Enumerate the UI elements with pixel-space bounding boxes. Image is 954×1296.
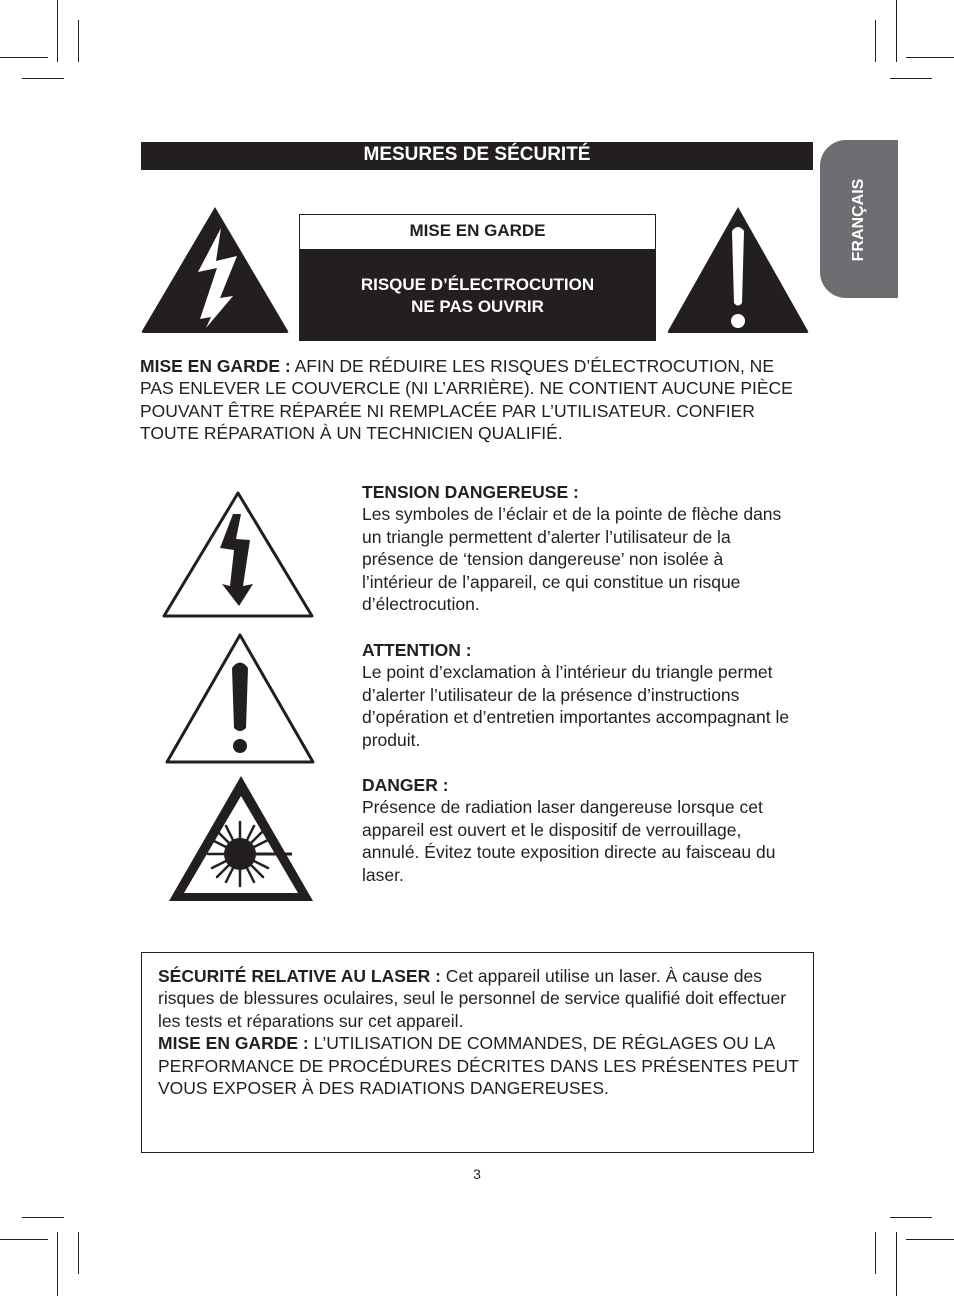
exclamation-warning-icon: [666, 205, 810, 335]
symbol-heading-danger: DANGER :: [362, 775, 449, 795]
symbol-description-voltage: [362, 481, 792, 615]
symbol-text-danger: Présence de radiation laser dangereuse lorsque cet appareil est ouvert et le dispositif de verrouillage, annulé. Évitez toute exposition directe au faisceau du laser.: [362, 797, 776, 885]
laser-safety-label: SÉCURITÉ RELATIVE AU LASER :: [158, 966, 441, 986]
laser-warning-icon: [168, 774, 314, 902]
symbol-text-attention: Le point d’exclamation à l’intérieur du triangle permet d’alerter l’utilisateur de la présence d’instructions d’opération et d’entretien importantes accompagnant le produit.: [362, 662, 790, 750]
symbol-heading-attention: ATTENTION :: [362, 640, 472, 660]
page-number: 3: [473, 1166, 481, 1182]
laser-safety-paragraph: [158, 965, 803, 1032]
language-tab: [820, 140, 898, 298]
lightning-warning-icon: [162, 490, 314, 618]
main-warning-paragraph: [140, 355, 800, 445]
symbol-heading-voltage: TENSION DANGEREUSE :: [362, 482, 579, 502]
caution-label-line-2: NE PAS OUVRIR: [411, 297, 544, 316]
symbol-text-voltage: Les symboles de l’éclair et de la pointe de flèche dans un triangle permettent d’alerter l’utilisateur de la présence de ‘tension dangereuse’ non isolée à l’intérieur de l’appareil, ce qui constitue un risque d’électrocution.: [362, 504, 782, 615]
laser-warning-text: L’UTILISATION DE COMMANDES, DE RÉGLAGES OU LA PERFORMANCE DE PROCÉDURES DÉCRITES DANS LES PRÉSENTES PEUT VOUS EXPOSER À DES RADIATIONS DANGEREUSES.: [158, 1033, 799, 1099]
caution-label-title: MISE EN GARDE: [409, 221, 546, 240]
laser-warning-paragraph: [158, 1032, 803, 1099]
page-title: MESURES DE SÉCURITÉ: [141, 142, 813, 170]
caution-label-warning: [300, 249, 655, 340]
caution-label-line-1: RISQUE D’ÉLECTROCUTION: [360, 275, 595, 294]
laser-safety-text: Cet appareil utilise un laser. À cause des risques de blessures oculaires, seul le personnel de service qualifié doit effectuer les tests et réparations sur cet appareil.: [158, 966, 787, 1031]
laser-warning-label: MISE EN GARDE :: [158, 1033, 309, 1054]
main-warning-text: AFIN DE RÉDUIRE LES RISQUES D’ÉLECTROCUTION, NE PAS ENLEVER LE COUVERCLE (NI L’ARRIÈRE). NE CONTIENT AUCUNE PIÈCE POUVANT ÊTRE RÉPARÉE NI REMPLACÉE PAR L’UTILISATEUR. CONFIER TOUTE RÉPARATION À UN TECHNICIEN QUALIFIÉ.: [140, 356, 793, 444]
language-tab-label: FRANÇAIS: [850, 178, 867, 262]
laser-safety-box: [141, 952, 814, 1153]
exclamation-warning-icon: [165, 632, 315, 764]
caution-label: [299, 214, 656, 341]
symbol-description-danger: [362, 774, 792, 886]
symbol-description-attention: [362, 639, 792, 751]
lightning-warning-icon: [140, 204, 290, 334]
main-warning-label: MISE EN GARDE :: [140, 356, 291, 376]
